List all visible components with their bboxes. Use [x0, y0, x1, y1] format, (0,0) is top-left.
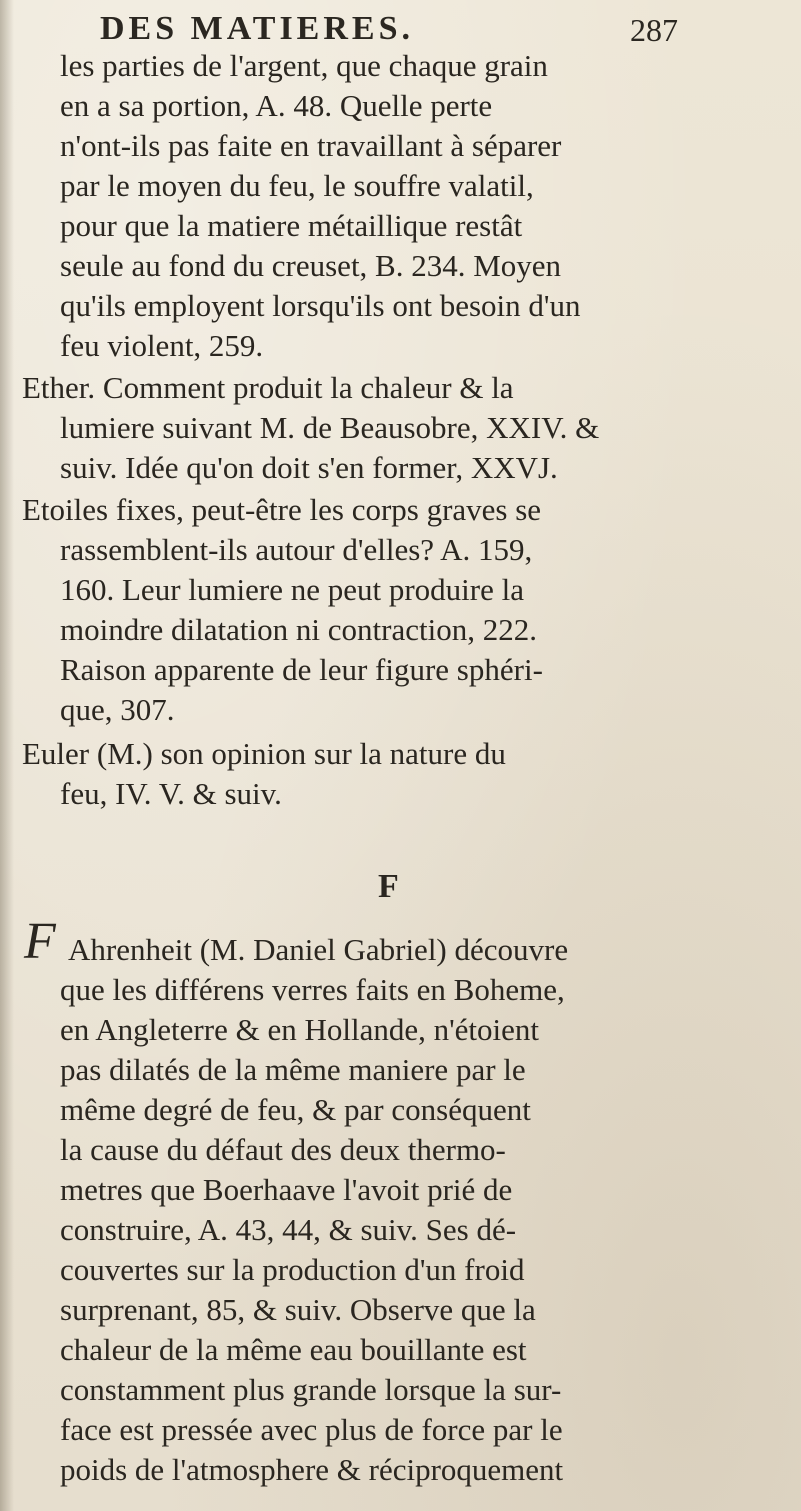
index-entry-etoiles: Etoiles fixes, peut-être les corps graves se [22, 492, 542, 527]
index-entry-fahrenheit: Ahrenheit (M. Daniel Gabriel) découvre [68, 932, 569, 967]
index-line: seule au fond du creuset, B. 234. Moyen [60, 248, 562, 283]
index-line: feu, IV. V. & suiv. [60, 776, 282, 811]
index-line: n'ont-ils pas faite en travaillant à séparer [60, 128, 562, 163]
index-line: lumiere suivant M. de Beausobre, XXIV. & [60, 410, 600, 445]
index-line: constamment plus grande lorsque la sur- [60, 1372, 562, 1407]
index-line: face est pressée avec plus de force par le [60, 1412, 563, 1447]
index-line: pas dilatés de la même maniere par le [60, 1052, 526, 1087]
index-line: 160. Leur lumiere ne peut produire la [60, 572, 524, 607]
index-line: construire, A. 43, 44, & suiv. Ses dé- [60, 1212, 517, 1247]
index-line: pour que la matiere métaillique restât [60, 208, 523, 243]
running-title: DES MATIERES. [100, 10, 414, 47]
index-line: chaleur de la même eau bouillante est [60, 1332, 527, 1367]
index-line: la cause du défaut des deux thermo- [60, 1132, 506, 1167]
index-line: surprenant, 85, & suiv. Observe que la [60, 1292, 536, 1327]
index-entry-ether: Ether. Comment produit la chaleur & la [22, 370, 514, 405]
index-line: que les différens verres faits en Boheme, [60, 972, 565, 1007]
binding-shadow [0, 0, 14, 1511]
index-line: même degré de feu, & par conséquent [60, 1092, 531, 1127]
index-line: par le moyen du feu, le souffre valatil, [60, 168, 534, 203]
index-line: en a sa portion, A. 48. Quelle perte [60, 88, 493, 123]
page-number: 287 [630, 12, 678, 48]
index-line: rassemblent-ils autour d'elles? A. 159, [60, 532, 533, 567]
drop-cap: F [24, 913, 56, 970]
index-line: en Angleterre & en Hollande, n'étoient [60, 1012, 540, 1047]
index-line: que, 307. [60, 692, 175, 727]
index-entry-euler: Euler (M.) son opinion sur la nature du [22, 736, 506, 771]
index-line: metres que Boerhaave l'avoit prié de [60, 1172, 513, 1207]
index-line: Raison apparente de leur figure sphéri- [60, 652, 543, 687]
section-letter: F [378, 868, 399, 905]
index-line: poids de l'atmosphere & réciproquement [60, 1452, 564, 1487]
index-line: moindre dilatation ni contraction, 222. [60, 612, 537, 647]
index-line: suiv. Idée qu'on doit s'en former, XXVJ. [60, 450, 558, 485]
index-line: feu violent, 259. [60, 328, 264, 363]
index-line: qu'ils employent lorsqu'ils ont besoin d'un [60, 288, 581, 323]
index-line: les parties de l'argent, que chaque grain [60, 48, 548, 83]
index-line: couvertes sur la production d'un froid [60, 1252, 525, 1287]
